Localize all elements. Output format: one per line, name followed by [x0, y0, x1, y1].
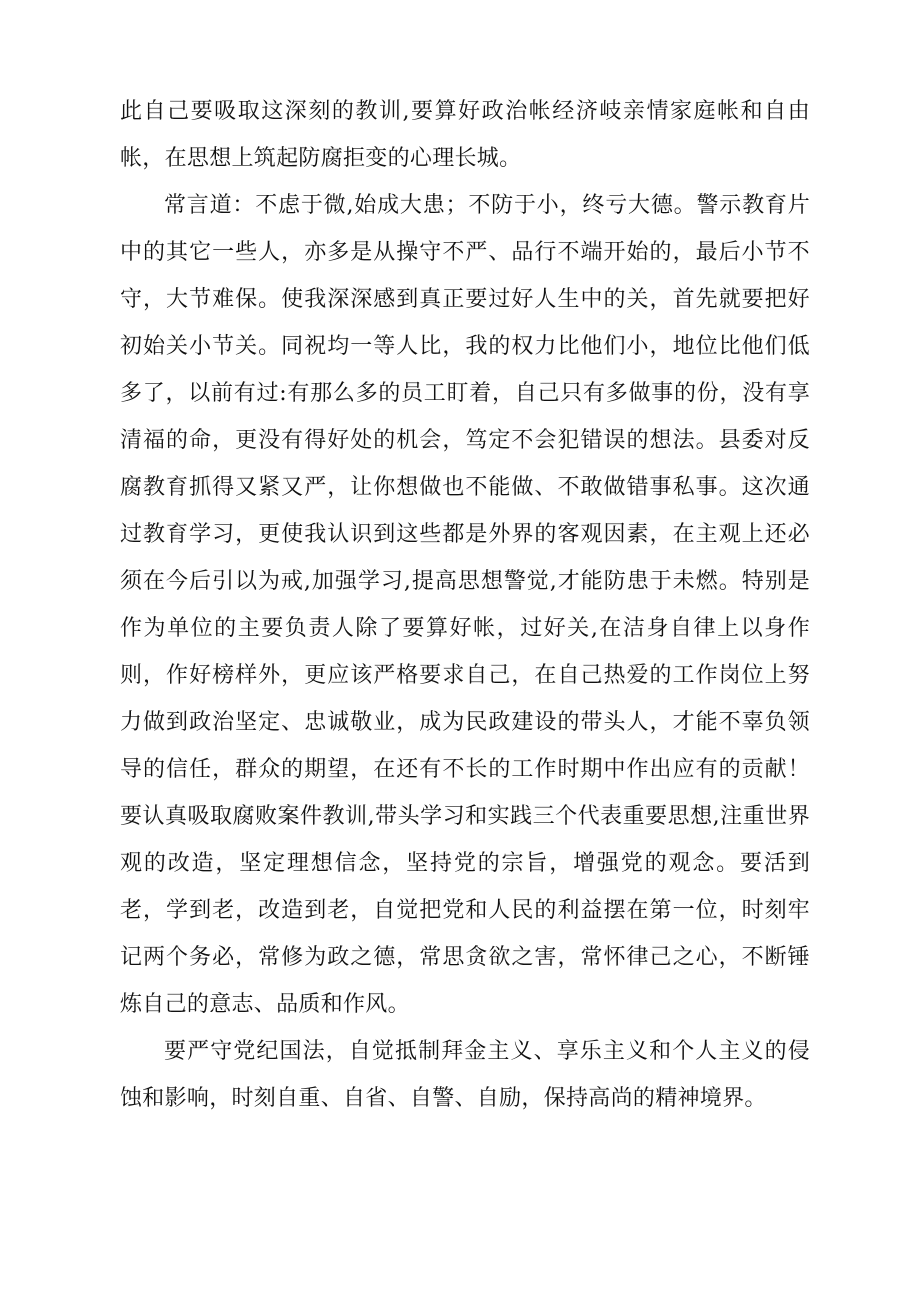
document-page [120, 88, 810, 1122]
paragraph-continuation: 此自己要吸取这深刻的教训,要算好政治帐经济岐亲情家庭帐和自由帐，在思想上筑起防腐拒变的心理长城。 [120, 99, 810, 171]
paragraph-closing: 要严守党纪国法，自觉抵制拜金主义、享乐主义和个人主义的侵蚀和影响，时刻自重、自省、自警、自励，保持高尚的精神境界。 [120, 1039, 810, 1111]
paragraph-main: 常言道：不虑于微,始成大患；不防于小，终亏大德。警示教育片中的其它一些人，亦多是从操守不严、品行不端开始的，最后小节不守，大节难保。使我深深感到真正要过好人生中的关，首先就要把好初始关小节关。同祝均一等人比，我的权力比他们小，地位比他们低多了，以前有过:有那么多的员工盯着，自己只有多做事的份，没有享清福的命，更没有得好处的机会，笃定不会犯错误的想法。县委对反腐教育抓得又紧又严，让你想做也不能做、不敢做错事私事。这次通过教育学习，更使我认识到这些都是外界的客观因素，在主观上还必须在今后引以为戒,加强学习,提高思想警觉,才能防患于未燃。特别是作为单位的主要负责人除了要算好帐，过好关,在洁身自律上以身作则，作好榜样外，更应该严格要求自己，在自己热爱的工作岗位上努力做到政治坚定、忠诚敬业，成为民政建设的带头人，才能不辜负领导的信任，群众的期望，在还有不长的工作时期中作出应有的贡献！要认真吸取腐败案件教训,带头学习和实践三个代表重要思想,注重世界观的改造，坚定理想信念，坚持党的宗旨，增强党的观念。要活到老，学到老，改造到老，自觉把党和人民的利益摆在第一位，时刻牢记两个务必，常修为政之德，常思贪欲之害，常怀律己之心，不断锤炼自己的意志、品质和作风。 [120, 193, 810, 1017]
